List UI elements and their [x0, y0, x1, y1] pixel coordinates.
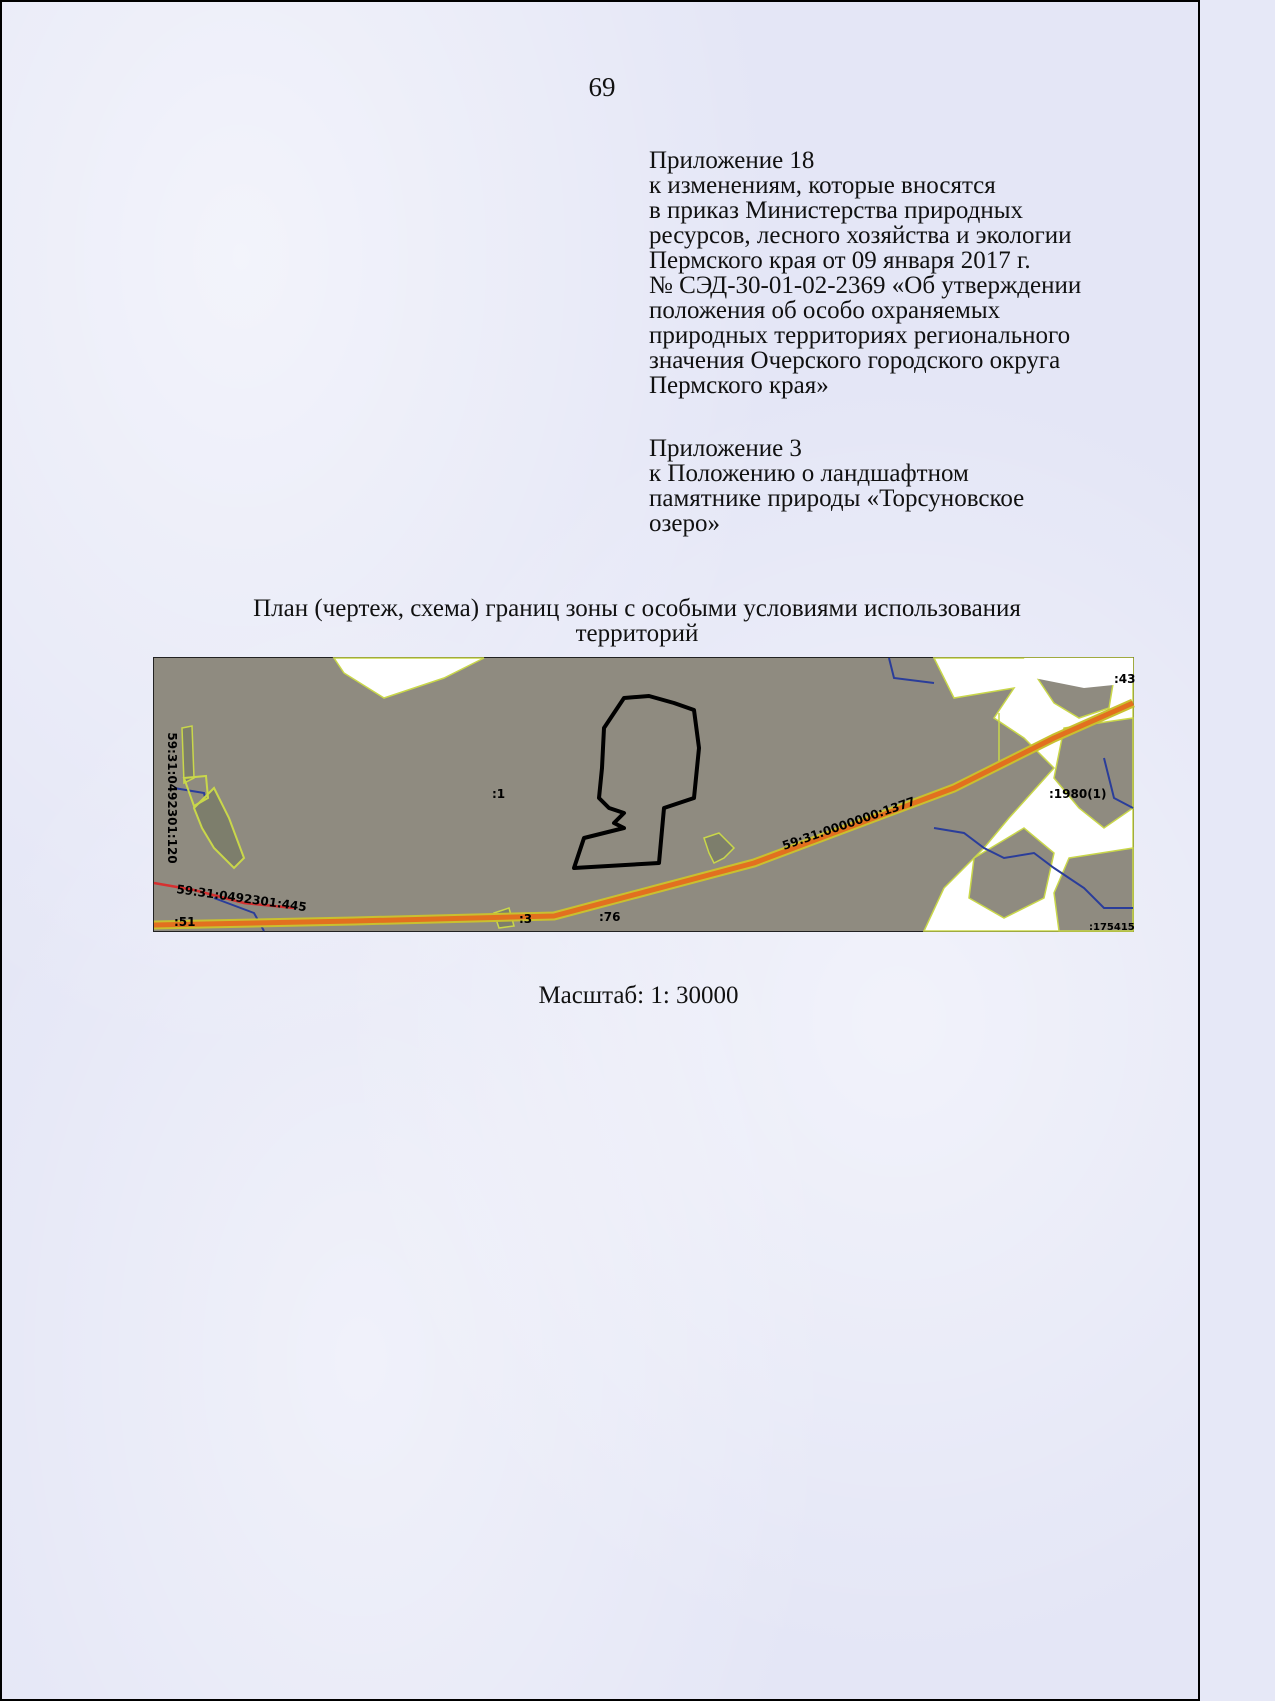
appendix-18-line: Пермского края»: [649, 372, 829, 399]
map-label-1980: :1980(1): [1049, 787, 1107, 801]
plan-title: [152, 596, 1122, 646]
appendix-18-header: [649, 148, 1169, 398]
map-label-road-parcel: 59:31:0000000:1377: [780, 794, 918, 853]
appendix-18-line: природных территориях регионального: [649, 322, 1071, 349]
map-label-3: :3: [519, 912, 533, 926]
page-number: 69: [588, 72, 616, 102]
appendix-18-line: Пермского края от 09 января 2017 г.: [649, 247, 1031, 274]
appendix-18-line: в приказ Министерства природных: [649, 197, 1024, 224]
map-scale: Масштаб: 1: 30000: [538, 982, 739, 1009]
map-label-1: :1: [492, 787, 506, 801]
appendix-18-line: значения Очерского городского округа: [649, 347, 1061, 374]
appendix-3-line: озеро»: [649, 510, 720, 537]
map-label-43: :43: [1114, 672, 1136, 686]
appendix-18-line: ресурсов, лесного хозяйства и экологии: [649, 222, 1072, 249]
appendix-18-line: Приложение 18: [649, 147, 815, 174]
map-label-corner: :175415: [1089, 922, 1135, 933]
plan-title-line1: План (чертеж, схема) границ зоны с особыми условиями использования: [253, 595, 1021, 622]
appendix-18-line: к изменениям, которые вносятся: [649, 172, 996, 199]
map-label-vertical-parcel: 59:31:0492301:120: [165, 732, 179, 864]
appendix-3-line: Приложение 3: [649, 435, 802, 462]
appendix-18-line: положения об особо охраняемых: [649, 297, 1001, 324]
map-drawing: [154, 658, 1136, 933]
plan-title-line2: территорий: [575, 620, 699, 647]
map-label-51: :51: [174, 915, 196, 929]
map-label-76: :76: [599, 910, 621, 924]
map-land-patch: [182, 726, 194, 783]
map-label-parcel-445: 59:31:0492301:445: [175, 882, 308, 915]
boundary-map: [153, 657, 1134, 932]
appendix-3-header: [649, 436, 1169, 536]
appendix-3-line: к Положению о ландшафтном: [649, 460, 969, 487]
appendix-3-line: памятнике природы «Торсуновское: [649, 485, 1025, 512]
appendix-18-line: № СЭД-30-01-02-2369 «Об утверждении: [649, 272, 1082, 299]
